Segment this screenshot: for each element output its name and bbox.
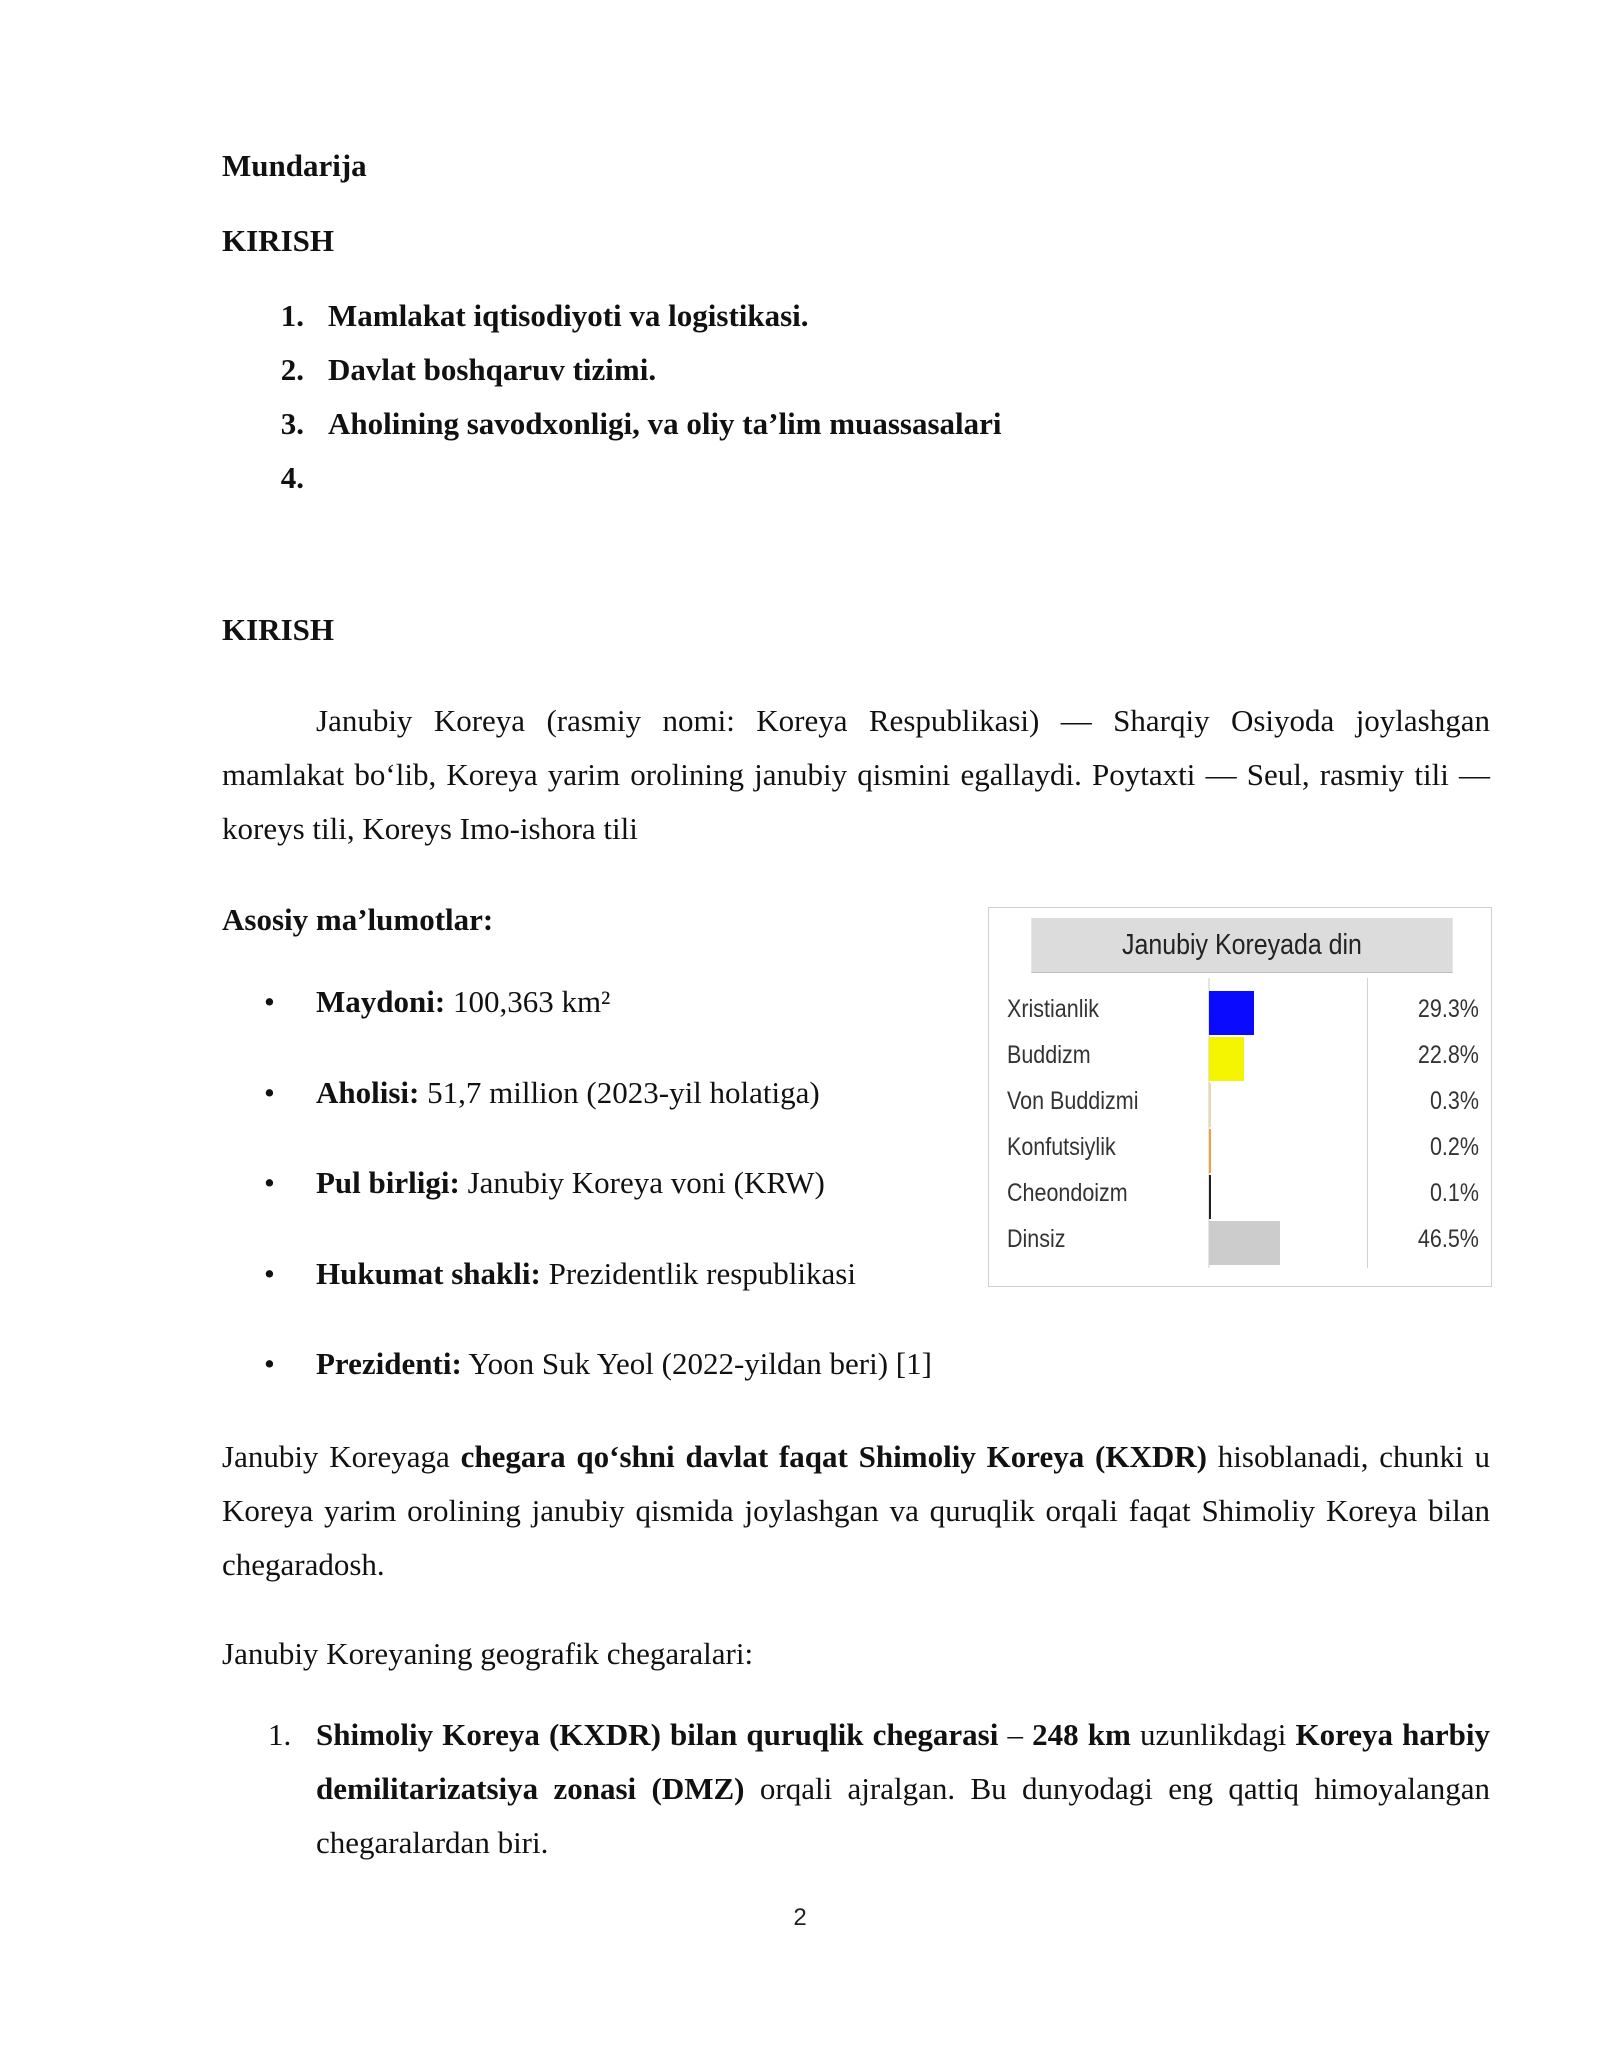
list-line: chegaralardan biri. [316, 1825, 549, 1860]
text-run-bold: Koreya harbiy [1295, 1717, 1491, 1752]
fact-value: Yoon Suk Yeol (2022-yildan beri) [1] [461, 1346, 932, 1381]
text-run: – [998, 1717, 1033, 1752]
bullet-icon: • [264, 1075, 275, 1110]
chart-bar [1209, 1083, 1211, 1127]
text-run-bold: demilitarizatsiya zonasi (DMZ) [316, 1771, 745, 1806]
border-line [222, 1430, 1490, 1484]
chart-title: Janubiy Koreyada din [1031, 918, 1452, 973]
intro-line: Janubiy Koreya (rasmiy nomi: Koreya Respublikasi) — Sharqiy Osiyoda joylashgan [316, 703, 1490, 738]
list-number: 1. [268, 1717, 292, 1752]
fact-item [316, 1254, 856, 1294]
chart-bar [1209, 1221, 1280, 1265]
page-number: 2 [793, 1904, 807, 1931]
intro-paragraph [222, 694, 1490, 856]
fact-item [316, 982, 610, 1022]
chart-row [997, 986, 1483, 1032]
chart-category-label: Von Buddizmi [1007, 1087, 1139, 1115]
intro-line: mamlakat bo‘lib, Koreya yarim orolining janubiy qismini egallaydi. Poytaxti — Seul, rasmiy tili — [222, 757, 1490, 792]
fact-item [316, 1163, 825, 1203]
text-run-bold: 248 km [1032, 1717, 1131, 1752]
toc-item-number: 1. [280, 298, 304, 333]
list-line [316, 1708, 1490, 1762]
fact-value: 100,363 km² [445, 984, 611, 1019]
fact-label: Aholisi: [316, 1075, 420, 1110]
chart-row [997, 1170, 1483, 1216]
chart-row [997, 1216, 1483, 1262]
toc-item-text: Mamlakat iqtisodiyoti va logistikasi. [328, 298, 809, 333]
religion-chart [988, 907, 1492, 1287]
toc-heading: Mundarija [222, 148, 367, 183]
chart-category-label: Cheondoizm [1007, 1179, 1128, 1207]
text-run: uzunlikdagi [1130, 1717, 1296, 1752]
chart-value-label: 22.8% [1418, 1041, 1479, 1069]
bullet-icon: • [264, 1256, 275, 1291]
fact-value: Prezidentlik respublikasi [540, 1256, 856, 1291]
chart-bar [1209, 1129, 1211, 1173]
bullet-icon: • [264, 984, 275, 1019]
bullet-icon: • [264, 1346, 275, 1381]
chart-value-label: 29.3% [1418, 995, 1479, 1023]
facts-heading: Asosiy ma’lumotlar: [222, 902, 494, 937]
chart-bar [1209, 991, 1254, 1035]
fact-item [316, 1344, 932, 1384]
fact-label: Prezidenti: [316, 1346, 462, 1381]
chart-row [997, 1032, 1483, 1078]
text-run: orqali ajralgan. Bu dunyodagi eng qattiq himoyalangan [744, 1771, 1490, 1806]
toc-item-text: Davlat boshqaruv tizimi. [328, 352, 657, 387]
chart-bar [1209, 1037, 1244, 1081]
text-run: hisoblanadi, chunki u [1206, 1439, 1490, 1474]
chart-row [997, 1078, 1483, 1124]
chart-value-label: 0.2% [1429, 1133, 1479, 1161]
bullet-icon: • [264, 1165, 275, 1200]
chart-row [997, 1124, 1483, 1170]
border-paragraph [222, 1430, 1490, 1592]
chart-category-label: Buddizm [1007, 1041, 1091, 1069]
text-run-bold: chegara qo‘shni davlat faqat Shimoliy Koreya (KXDR) [460, 1439, 1207, 1474]
intro-line: koreys tili, Koreys Imo-ishora tili [222, 811, 638, 846]
chart-category-label: Xristianlik [1007, 995, 1100, 1023]
borders-intro: Janubiy Koreyaning geografik chegaralari: [222, 1636, 754, 1671]
fact-label: Maydoni: [316, 984, 446, 1019]
list-line [316, 1762, 1490, 1816]
toc-item-number: 2. [280, 352, 304, 387]
chart-bar [1209, 1175, 1211, 1219]
text-run-bold: Shimoliy Koreya (KXDR) bilan quruqlik chegarasi [316, 1717, 999, 1752]
border-line: chegaradosh. [222, 1547, 385, 1582]
toc-item-number: 3. [280, 406, 304, 441]
fact-label: Hukumat shakli: [316, 1256, 541, 1291]
chart-value-label: 0.3% [1429, 1087, 1479, 1115]
fact-label: Pul birligi: [316, 1165, 460, 1200]
chart-category-label: Dinsiz [1007, 1225, 1066, 1253]
border-list-item [316, 1708, 1490, 1870]
chart-category-label: Konfutsiylik [1007, 1133, 1116, 1161]
section-heading-kirish: KIRISH [222, 612, 334, 647]
fact-item [316, 1073, 820, 1113]
toc-item-text: Aholining savodxonligi, va oliy ta’lim muassasalari [328, 406, 1002, 441]
fact-value: Janubiy Koreya voni (KRW) [459, 1165, 825, 1200]
toc-kirish: KIRISH [222, 223, 334, 258]
chart-value-label: 0.1% [1429, 1179, 1479, 1207]
text-run: Janubiy Koreyaga [222, 1439, 461, 1474]
fact-value: 51,7 million (2023-yil holatiga) [419, 1075, 820, 1110]
toc-item-number: 4. [280, 460, 304, 495]
chart-value-label: 46.5% [1418, 1225, 1479, 1253]
border-line: Koreya yarim orolining janubiy qismida joylashgan va quruqlik orqali faqat Shimoliy Koreya bilan [222, 1493, 1490, 1528]
